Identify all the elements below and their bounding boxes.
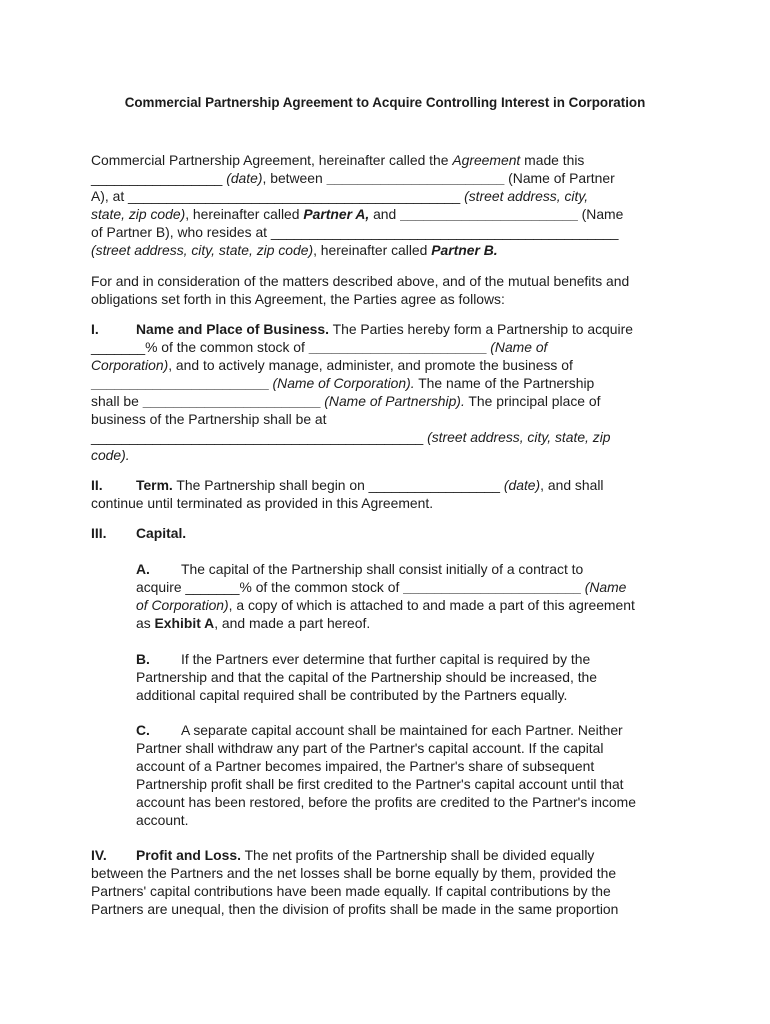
section-4-line-4: Partners are unequal, then the division of profits shall be made in the same proportion	[91, 901, 619, 917]
section-2-heading: Term.	[136, 477, 173, 493]
section-1-line-5: shall be _______________________ (Name of Partnership). The principal place of	[91, 393, 601, 409]
section-3c-line-6: account.	[136, 812, 189, 828]
section-2-number: II.	[91, 477, 103, 493]
intro-line-1: Commercial Partnership Agreement, hereinafter called the Agreement made this	[91, 152, 585, 168]
section-3b-label: B.	[136, 651, 150, 667]
section-1-line-2: _______% of the common stock of _______________________ (Name of	[91, 339, 548, 355]
section-3c-line-5: account has been restored, before the profits are credited to the Partner's income	[136, 794, 636, 810]
section-3-heading-line	[91, 524, 186, 542]
partner-a-name-blank: _______________________	[326, 170, 505, 186]
section-1-line-1: I. Name and Place of Business. The Parties hereby form a Partnership to acquire	[91, 321, 633, 337]
section-3a-line-2: acquire _______% of the common stock of _______________________ (Name	[136, 579, 627, 595]
exhibit-a-reference: Exhibit A	[154, 615, 215, 631]
section-1-line-8: code).	[91, 447, 130, 463]
section-1-line-3: Corporation), and to actively manage, administer, and promote the business of	[91, 357, 573, 373]
section-3a-line-4: as Exhibit A, and made a part hereof.	[136, 615, 371, 631]
section-1-number: I.	[91, 321, 99, 337]
section-4-line-2: between the Partners and the net losses shall be borne equally by them, provided the	[91, 865, 617, 881]
intro-line-2: _________________ (date), between _______________________ (Name of Partner	[91, 170, 615, 186]
intro-line-4: state, zip code), hereinafter called Partner A, and _______________________ (Name	[91, 206, 624, 222]
section-1-line-4: _______________________ (Name of Corporation). The name of the Partnership	[91, 375, 595, 391]
consideration-line-1: For and in consideration of the matters described above, and of the mutual benefits and	[91, 273, 630, 289]
section-3c-label: C.	[136, 722, 150, 738]
section-3b-line-1: B. If the Partners ever determine that further capital is required by the	[136, 651, 591, 667]
section-3c-line-2: Partner shall withdraw any part of the Partner's capital account. If the capital	[136, 740, 604, 756]
section-3c-line-3: account of a Partner becomes impaired, the Partner's share of subsequent	[136, 758, 595, 774]
section-4-line-1: IV. Profit and Loss. The net profits of the Partnership shall be divided equally	[91, 847, 595, 863]
intro-line-6: (street address, city, state, zip code), hereinafter called Partner B.	[91, 242, 498, 258]
section-3b-line-2: Partnership and that the capital of the Partnership should be increased, the	[136, 669, 598, 685]
section-1-line-6: business of the Partnership shall be at	[91, 411, 327, 427]
section-3a-label: A.	[136, 561, 150, 577]
section-3c-line-1: C. A separate capital account shall be maintained for each Partner. Neither	[136, 722, 623, 738]
section-4-number: IV.	[91, 847, 107, 863]
partner-b-name-blank: _______________________	[400, 206, 578, 222]
document-title: Commercial Partnership Agreement to Acquire Controlling Interest in Corporation	[124, 95, 646, 110]
section-1-heading: Name and Place of Business.	[136, 321, 329, 337]
consideration-line-2: obligations set forth in this Agreement, the Parties agree as follows:	[91, 291, 505, 307]
section-2-line-2: continue until terminated as provided in this Agreement.	[91, 495, 434, 511]
section-3b-line-3: additional capital required shall be contributed by the Partners equally.	[136, 687, 568, 703]
intro-line-5: of Partner B), who resides at _____________________________________________	[91, 224, 619, 240]
section-3a-line-1: A. The capital of the Partnership shall consist initially of a contract to	[136, 561, 584, 577]
section-3-heading: Capital.	[136, 525, 187, 541]
section-4-line-3: Partners' capital contributions have been made equally. If capital contributions by the	[91, 883, 611, 899]
section-3-number: III.	[91, 525, 107, 541]
section-4-heading: Profit and Loss.	[136, 847, 241, 863]
section-1-line-7: ___________________________________________ (street address, city, state, zip	[91, 429, 611, 445]
section-3c-line-4: Partnership profit shall be first credited to the Partner's capital account until that	[136, 776, 624, 792]
intro-line-3: A), at ___________________________________________ (street address, city,	[91, 188, 589, 204]
section-2-line-1: II. Term. The Partnership shall begin on _________________ (date), and shall	[91, 477, 604, 493]
section-3a-line-3: of Corporation), a copy of which is attached to and made a part of this agreement	[136, 597, 635, 613]
